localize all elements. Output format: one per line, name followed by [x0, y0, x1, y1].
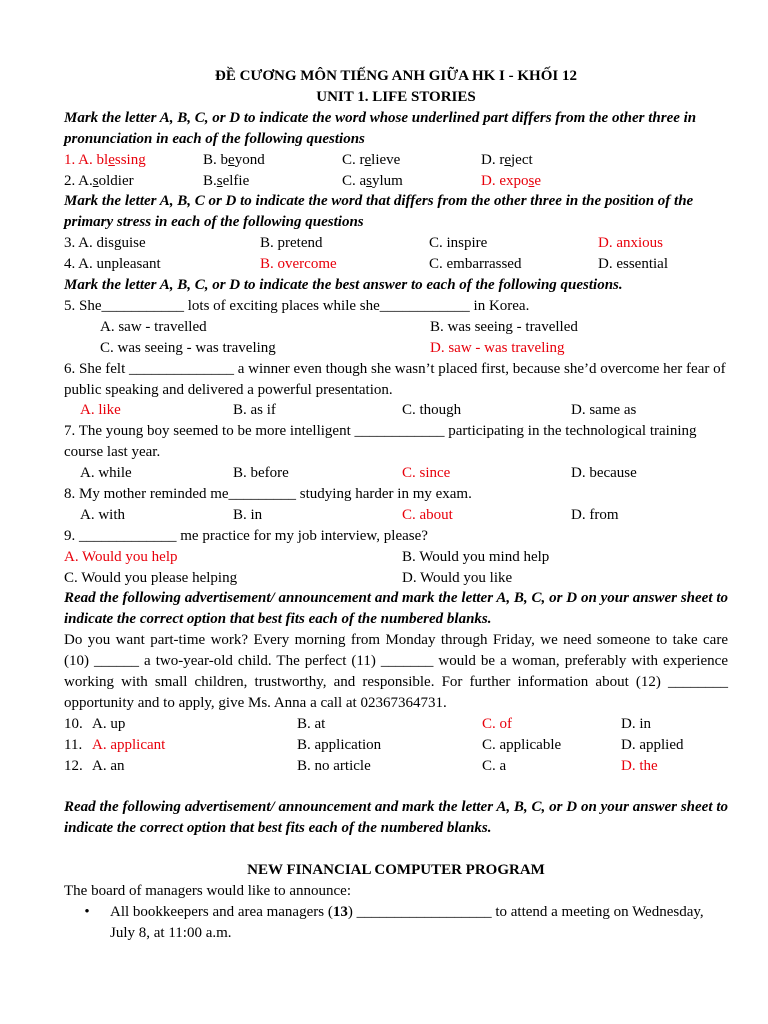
q9-options-row1 — [64, 547, 728, 568]
q11-option-d: D. applied — [621, 736, 684, 753]
q1-option-c: C. relieve — [342, 151, 401, 168]
q6-options — [64, 400, 728, 421]
q9-option-d: D. Would you like — [402, 569, 513, 586]
q6-option-b: B. as if — [233, 402, 276, 419]
q11-option-a: A. applicant — [92, 736, 166, 753]
q9-option-b: B. Would you mind help — [402, 548, 550, 565]
q9-options-row2 — [64, 568, 728, 589]
question-12 — [64, 756, 728, 777]
q1-option-b: B. beyond — [203, 151, 265, 168]
q6-option-d: D. same as — [571, 402, 637, 419]
q7-options — [64, 463, 728, 484]
q12-option-a: A. an — [92, 757, 125, 774]
q12-option-d: D. the — [621, 757, 658, 774]
q2-option-c: C. asylum — [342, 172, 403, 189]
q9-option-a: A. Would you help — [64, 548, 178, 565]
q3-option-d: D. anxious — [598, 235, 663, 252]
section3-instruction: Mark the letter A, B, C, or D to indicate the best answer to each of the following questions. — [64, 277, 623, 293]
q6-option-c: C. though — [402, 402, 462, 419]
q7-option-c: C. since — [402, 465, 451, 482]
q5-option-a: A. saw - travelled — [100, 318, 207, 335]
document-title: ĐỀ CƯƠNG MÔN TIẾNG ANH GIỮA HK I - KHỐI 12 — [215, 68, 577, 84]
q1-option-a: 1. A. blessing — [64, 151, 146, 168]
announcement-heading: NEW FINANCIAL COMPUTER PROGRAM — [247, 862, 545, 879]
question-10 — [64, 714, 728, 735]
q11-option-c: C. applicable — [482, 736, 562, 753]
q10-option-b: B. at — [297, 715, 326, 732]
section1-instruction: Mark the letter A, B, C, or D to indicate the word whose underlined part differs from the other three in pronunciation in each of the following questions — [64, 109, 697, 147]
q12-number: 12. — [64, 757, 83, 774]
q3-option-b: B. pretend — [260, 235, 323, 252]
section5-instruction: Read the following advertisement/ announcement and mark the letter A, B, C, or D on your answer sheet to indicate the correct option that best fits each of the numbered blanks. — [64, 799, 728, 837]
q7-stem: 7. The young boy seemed to be more intelligent ____________ participating in the technological training course last year. — [64, 423, 697, 461]
q5-options-row2 — [64, 338, 728, 359]
q4-option-b: B. overcome — [260, 256, 337, 273]
q12-option-b: B. no article — [297, 757, 371, 774]
q5-option-d: D. saw - was traveling — [430, 339, 565, 356]
q10-option-a: A. up — [92, 715, 126, 732]
q2-option-a: 2. A.soldier — [64, 172, 134, 189]
q2-option-d: D. expose — [481, 172, 542, 189]
bullet-icon: • — [84, 904, 90, 920]
q11-option-b: B. application — [297, 736, 382, 753]
q7-option-b: B. before — [233, 465, 289, 482]
section4-passage: Do you want part-time work? Every morning from Monday through Friday, we need someone to take care (10) ______ a two-year-old child. The perfect (11) _______ would be a woman, preferably with experience working with small children, trustworthy, and responsible. For further information about (12) ________ opportunity and to apply, give Ms. Anna a call at 02367364731. — [64, 632, 728, 712]
q6-option-a: A. like — [80, 402, 121, 419]
spacer — [64, 777, 728, 798]
q5-option-c: C. was seeing - was traveling — [100, 339, 276, 356]
q7-option-d: D. because — [571, 465, 637, 482]
question-2 — [64, 171, 728, 192]
spacer — [64, 839, 728, 860]
q4-option-c: C. embarrassed — [429, 256, 522, 273]
q10-option-c: C. of — [482, 715, 512, 732]
q10-option-d: D. in — [621, 715, 651, 732]
q11-number: 11. — [64, 736, 83, 753]
q3-option-a: 3. A. disguise — [64, 235, 146, 252]
q5-options-row1 — [64, 317, 728, 338]
q7-option-a: A. while — [80, 465, 132, 482]
section4-instruction: Read the following advertisement/ announcement and mark the letter A, B, C, or D on your answer sheet to indicate the correct option that best fits each of the numbered blanks. — [64, 590, 728, 628]
q12-option-c: C. a — [482, 757, 507, 774]
q8-options — [64, 505, 728, 526]
q8-stem: 8. My mother reminded me_________ studying harder in my exam. — [64, 486, 472, 502]
document-page — [64, 66, 728, 944]
q10-number: 10. — [64, 715, 83, 732]
q4-option-d: D. essential — [598, 256, 668, 273]
q5-stem: 5. She___________ lots of exciting places while she____________ in Korea. — [64, 297, 530, 314]
q8-option-a: A. with — [80, 506, 125, 523]
question-11 — [64, 735, 728, 756]
q1-option-d: D. reject — [481, 151, 533, 168]
bullet-text: All bookkeepers and area managers (13) __________________ to attend a meeting on Wednesday, July 8, at 11:00 a.m. — [110, 904, 704, 941]
q3-option-c: C. inspire — [429, 235, 488, 252]
unit-title: UNIT 1. LIFE STORIES — [316, 88, 476, 105]
q9-option-c: C. Would you please helping — [64, 569, 238, 586]
q8-option-c: C. about — [402, 506, 453, 523]
list-item — [64, 902, 728, 944]
q2-option-b: B.selfie — [203, 172, 250, 189]
q8-option-b: B. in — [233, 506, 263, 523]
q8-option-d: D. from — [571, 506, 619, 523]
q4-option-a: 4. A. unpleasant — [64, 256, 161, 273]
q9-stem: 9. _____________ me practice for my job interview, please? — [64, 527, 428, 544]
q6-stem: 6. She felt ______________ a winner even though she wasn’t placed first, because she’d overcome her fear of public speaking and delivered a powerful presentation. — [64, 360, 726, 398]
question-1 — [64, 150, 728, 171]
question-3 — [64, 233, 728, 254]
question-4 — [64, 254, 728, 275]
q5-option-b: B. was seeing - travelled — [430, 318, 578, 335]
section2-instruction: Mark the letter A, B, C or D to indicate the word that differs from the other three in the position of the primary stress in each of the following questions — [64, 193, 694, 231]
announcement-intro: The board of managers would like to announce: — [64, 883, 351, 900]
